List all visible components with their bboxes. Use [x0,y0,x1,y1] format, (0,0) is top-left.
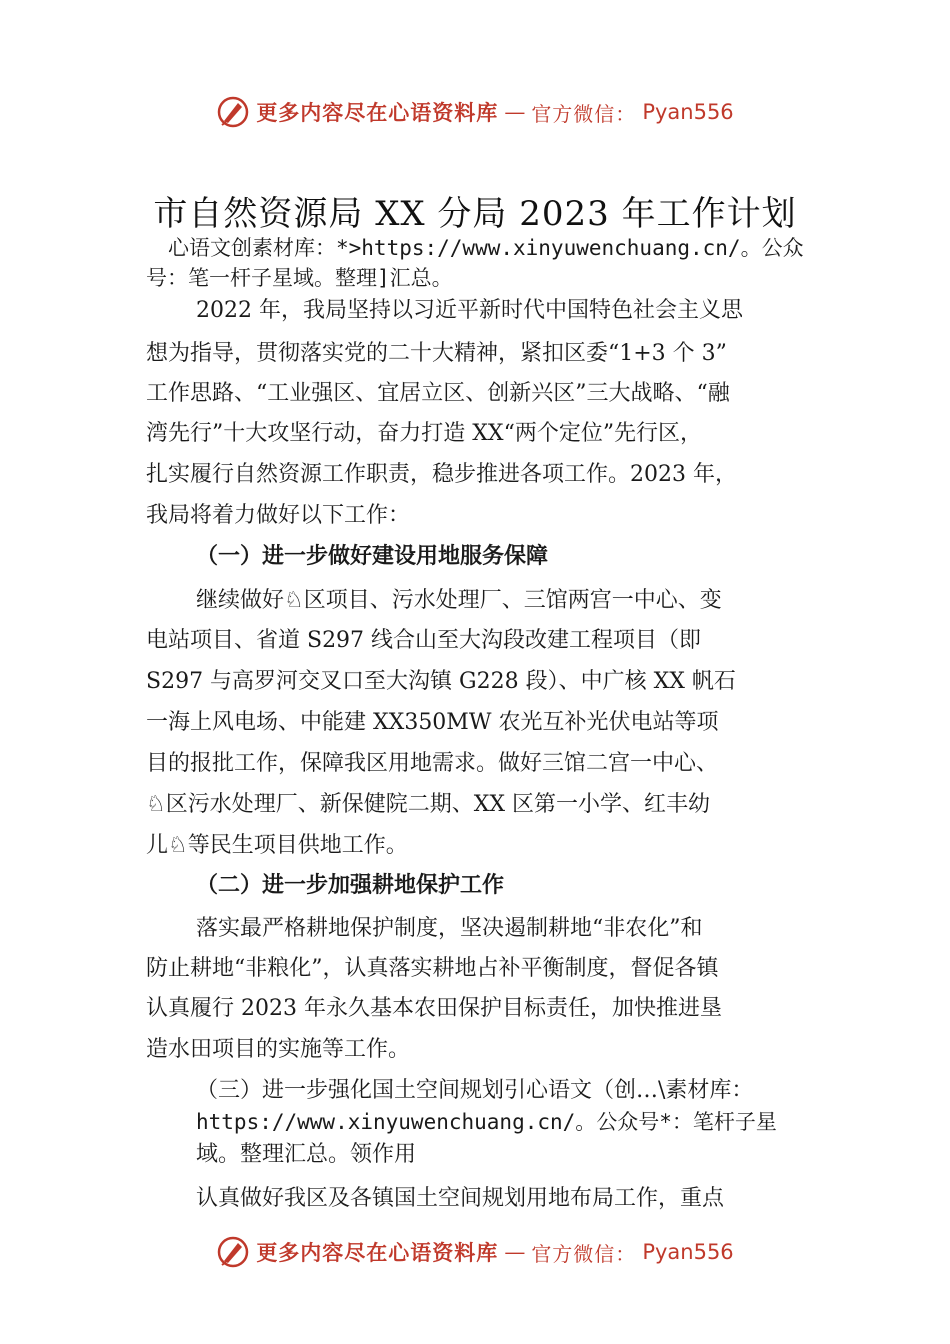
banner-separator: — [504,100,526,124]
section1-line: 儿♘等民生项目供地工作。 [146,833,408,858]
section3-line: 认真做好我区及各镇国土空间规划用地布局工作，重点 [196,1186,725,1211]
section1-line: 继续做好♘区项目、污水处理厂、三馆两宫一中心、变 [196,588,722,613]
intro-line: 2022 年，我局坚持以习近平新时代中国特色社会主义思 [196,298,743,323]
header-banner [0,92,950,132]
intro-line: 想为指导，贯彻落实党的二十大精神，紧扣区委“1+3 个 3” [146,341,727,366]
banner-wechat-id: Pyan556 [642,1240,734,1264]
banner-wechat-label: 官方微信： [531,1241,637,1266]
banner-separator: — [504,1240,526,1264]
footer-banner [0,1232,950,1272]
source-note-line-1: 心语文创素材库：*>https://www.xinyuwenchuang.cn/。公众 [168,236,804,260]
source-note-line-2: 号：笔一杆子星域。整理]汇总。 [146,266,453,290]
section1-line: 目的报批工作，保障我区用地需求。做好三馆二宫一中心、 [146,751,719,776]
intro-line: 工作思路、“工业强区、宜居立区、创新兴区”三大战略、“融 [146,381,730,406]
quill-logo-icon [216,95,250,129]
document-title: 市自然资源局 XX 分局 2023 年工作计划 [153,194,797,234]
intro-line: 湾先行”十大攻坚行动，奋力打造 XX“两个定位”先行区， [146,421,703,446]
section-heading-3: https://www.xinyuwenchuang.cn/。公众号*：笔杆子星 [196,1110,777,1134]
section1-line: S297 与高罗河交叉口至大沟镇 G228 段）、中广核 XX 帆石 [146,669,736,694]
section-heading-3: 域。整理汇总。领作用 [196,1142,417,1167]
section2-line: 认真履行 2023 年永久基本农田保护目标责任，加快推进垦 [146,996,722,1021]
section2-line: 造水田项目的实施等工作。 [146,1037,411,1062]
section1-line: 一海上风电场、中能建 XX350MW 农光互补光伏电站等项 [146,710,719,735]
section-heading-2: （二）进一步加强耕地保护工作 [196,872,505,898]
section1-line: ♘区污水处理厂、新保健院二期、XX 区第一小学、红丰幼 [146,792,711,817]
banner-wechat-label: 官方微信： [531,101,637,126]
section-heading-1: （一）进一步做好建设用地服务保障 [196,543,549,569]
intro-line: 我局将着力做好以下工作： [146,503,411,528]
banner-title: 更多内容尽在心语资料库 [256,100,499,125]
banner-wechat-id: Pyan556 [642,100,734,124]
section-heading-3: （三）进一步强化国土空间规划引心语文（创…\素材库： [196,1078,754,1103]
quill-logo-icon [216,1235,250,1269]
section2-line: 防止耕地“非粮化”，认真落实耕地占补平衡制度，督促各镇 [146,956,719,981]
section2-line: 落实最严格耕地保护制度，坚决遏制耕地“非农化”和 [196,916,703,941]
banner-title: 更多内容尽在心语资料库 [256,1240,499,1265]
section1-line: 电站项目、省道 S297 线合山至大沟段改建工程项目（即 [146,628,702,653]
intro-line: 扎实履行自然资源工作职责，稳步推进各项工作。2023 年， [146,462,737,487]
